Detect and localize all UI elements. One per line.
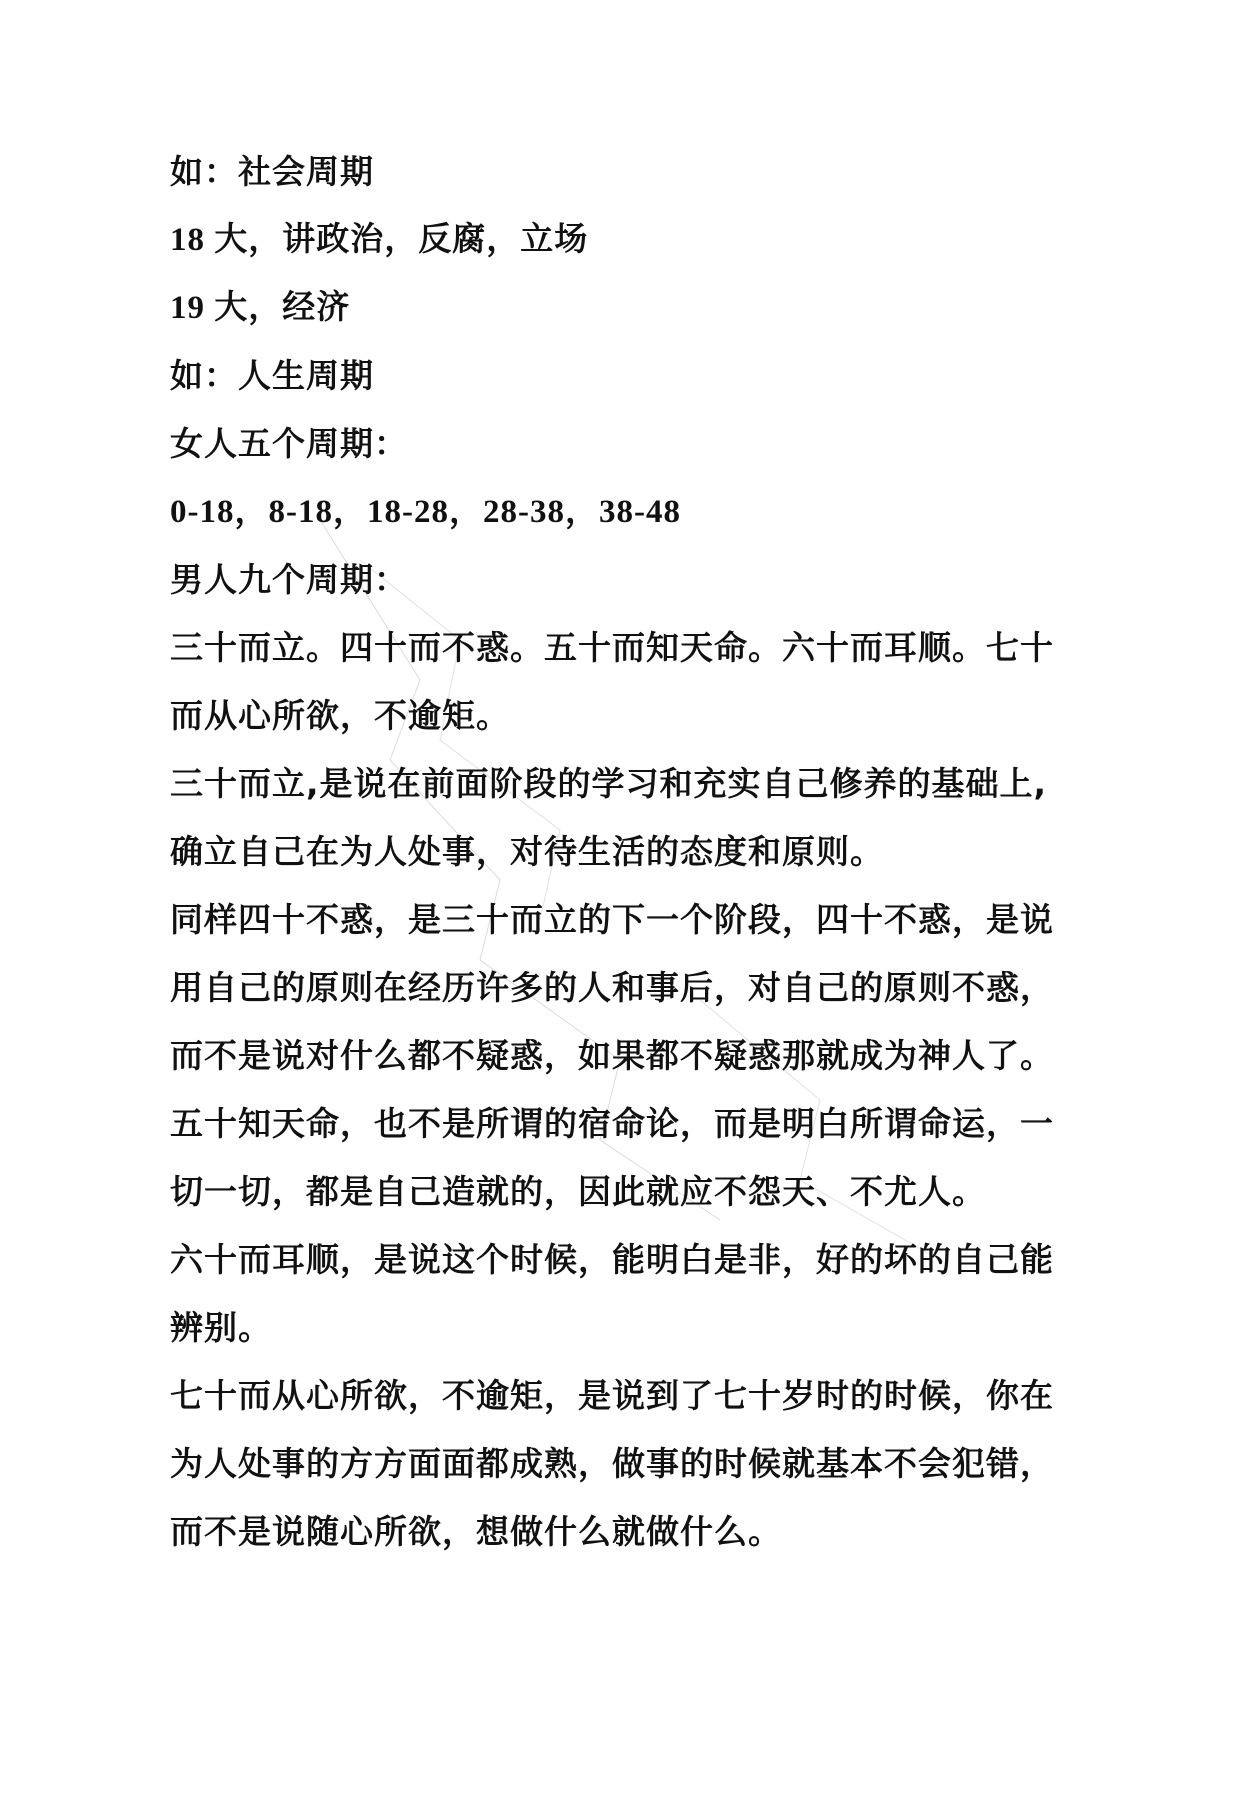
text-line: 如：人生周期 xyxy=(170,356,374,395)
text-line: 19 大，经济 xyxy=(170,290,351,326)
text-line: 而不是说随心所欲，想做什么就做什么。 xyxy=(170,1512,782,1551)
text-line: 而从心所欲，不逾矩。 xyxy=(170,696,510,735)
text-line: 女人五个周期： xyxy=(170,424,408,463)
text-line: 0-18，8-18，18-28，28-38，38-48 xyxy=(170,494,681,530)
text-line: 用自己的原则在经历许多的人和事后，对自己的原则不惑， xyxy=(170,968,1054,1007)
text-line: 五十知天命，也不是所谓的宿命论，而是明白所谓命运，一 xyxy=(170,1104,1054,1143)
text-line: 切一切，都是自己造就的，因此就应不怨天、不尤人。 xyxy=(170,1172,986,1211)
text-line: 如：社会周期 xyxy=(170,152,374,191)
text-line: 同样四十不惑，是三十而立的下一个阶段，四十不惑，是说 xyxy=(170,900,1054,939)
document-body xyxy=(170,138,1100,1566)
text-line: 六十而耳顺，是说这个时候，能明白是非，好的坏的自己能 xyxy=(170,1240,1054,1279)
text-line: 为人处事的方方面面都成熟，做事的时候就基本不会犯错， xyxy=(170,1444,1054,1483)
text-line: 辨别。 xyxy=(170,1308,272,1347)
text-line: 三十而立,是说在前面阶段的学习和充实自己修养的基础上, xyxy=(170,764,1048,803)
text-line: 三十而立。四十而不惑。五十而知天命。六十而耳顺。七十 xyxy=(170,628,1054,667)
text-line: 18 大，讲政治，反腐，立场 xyxy=(170,222,589,258)
text-line: 男人九个周期： xyxy=(170,560,408,599)
text-line: 七十而从心所欲，不逾矩，是说到了七十岁时的时候，你在 xyxy=(170,1376,1054,1415)
text-line: 确立自己在为人处事，对待生活的态度和原则。 xyxy=(170,832,884,871)
text-line: 而不是说对什么都不疑惑，如果都不疑惑那就成为神人了。 xyxy=(170,1036,1054,1075)
